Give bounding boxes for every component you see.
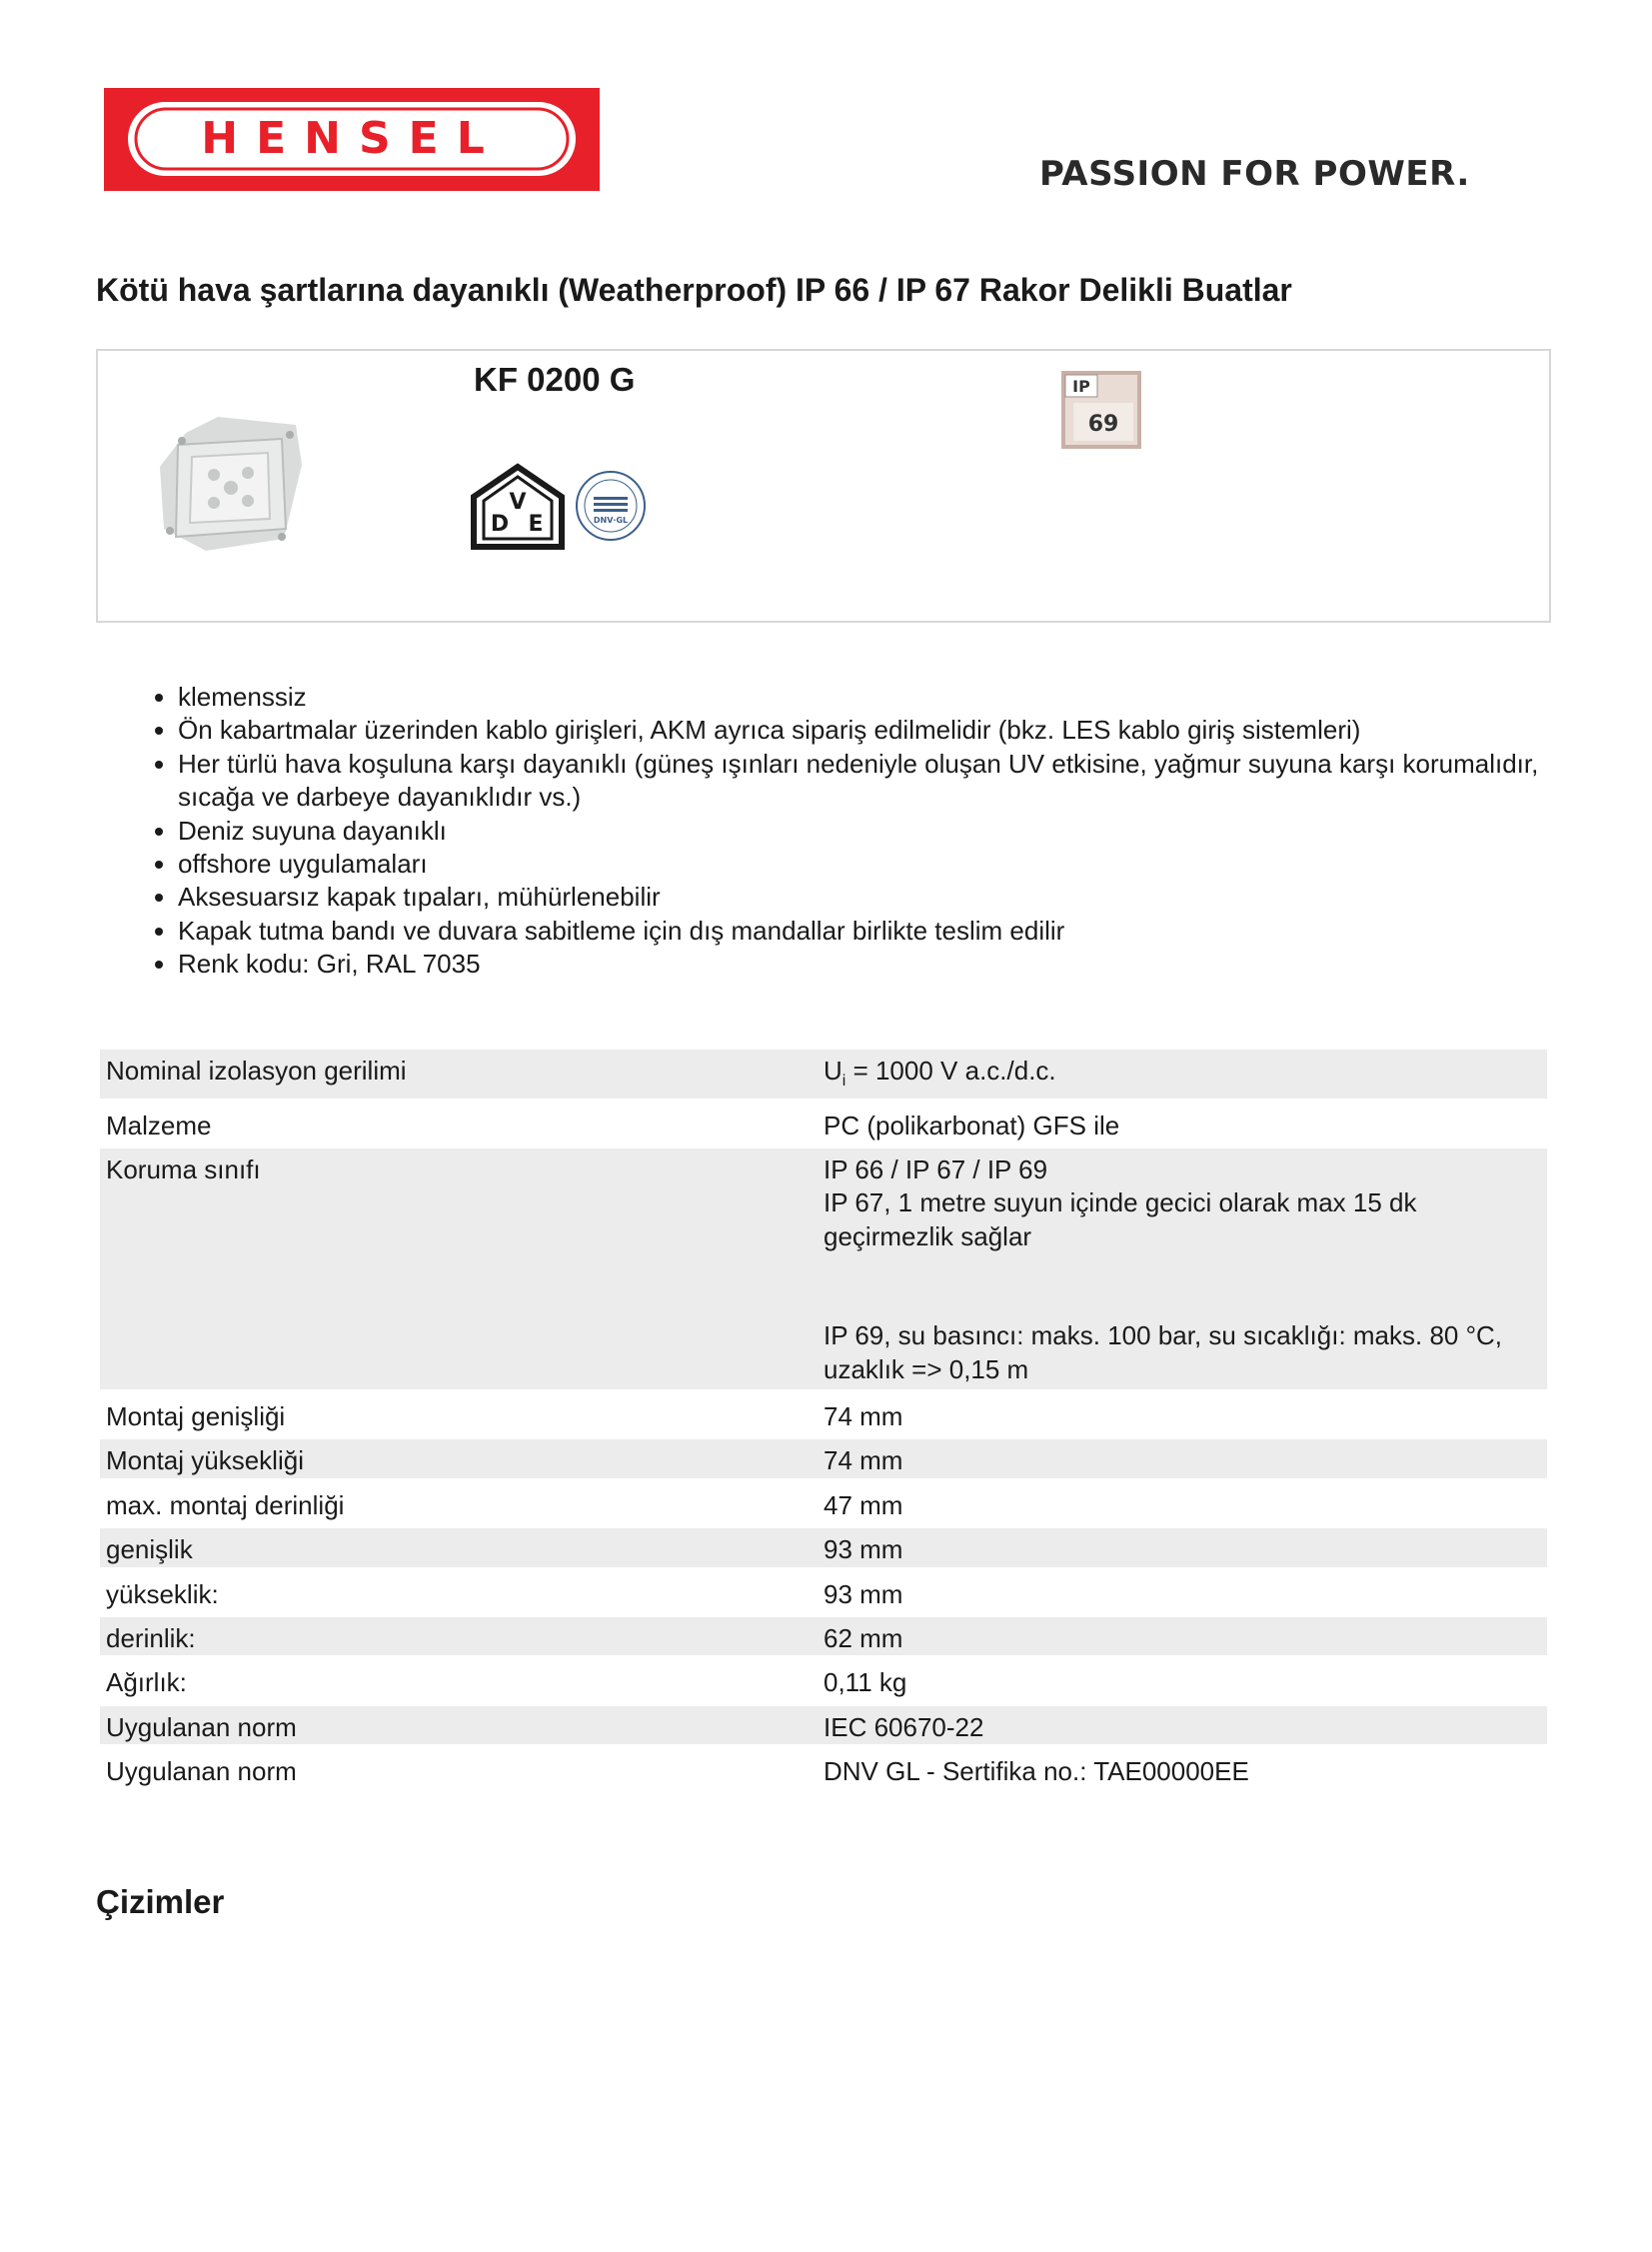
spec-label: genişlik [100,1528,818,1572]
table-row [100,1484,1547,1528]
list-item: • Renk kodu: Gri, RAL 7035 [178,948,1587,981]
table-row [100,1395,1547,1439]
vde-certification-icon [470,463,566,556]
spec-value: DNV GL - Sertifika no.: TAE00000EE [818,1750,1547,1794]
spec-value: 0,11 kg [818,1661,1547,1705]
spec-value: 47 mm [818,1484,1547,1528]
table-row [100,1148,1547,1395]
spec-value: 74 mm [818,1395,1547,1439]
product-code: KF 0200 G [474,361,636,398]
table-row [100,1050,1547,1105]
logo-text: HENSEL [201,113,503,164]
spec-label: Uygulanan norm [100,1750,818,1794]
spec-value: 74 mm [818,1439,1547,1483]
table-row [100,1706,1547,1750]
spec-value: 62 mm [818,1617,1547,1661]
spec-value: $U_i = 1000$ V a.c./d.c. [818,1050,1547,1105]
spec-label: yükseklik: [100,1573,818,1617]
spec-label: derinlik: [100,1617,818,1661]
list-item: • Kapak tutma bandı ve duvara sabitleme için dış mandallar birlikte teslim edilir [178,915,1587,948]
ip-badge-value: 69 [1087,412,1119,437]
svg-text:V: V [509,490,527,515]
table-row [100,1750,1547,1794]
feature-list [120,681,1587,982]
ip-badge-label: IP [1072,377,1090,396]
page-title: Kötü hava şartlarına dayanıklı (Weatherproof) IP 66 / IP 67 Rakor Delikli Buatlar [96,272,1292,308]
table-row [100,1439,1547,1483]
list-item: • Aksesuarsız kapak tıpaları, mühürlenebilir [178,881,1587,914]
list-item: • Deniz suyuna dayanıklı [178,815,1587,848]
spec-label: Montaj genişliği [100,1395,818,1439]
table-row [100,1105,1547,1148]
spec-label: Ağırlık: [100,1661,818,1705]
table-row [100,1617,1547,1661]
list-item: • Her türlü hava koşuluna karşı dayanıklı (güneş ışınları nedeniyle oluşan UV etkisine, yağmur suyuna karşı korumalıdır, sıcağa ve darbeye dayanıklıdır vs.) [178,748,1587,815]
product-card [96,349,1551,623]
spec-value: 93 mm [818,1528,1547,1572]
svg-text:D: D [490,512,510,537]
spec-label: max. montaj derinliği [100,1484,818,1528]
list-item: • Ön kabartmalar üzerinden kablo girişleri, AKM ayrıca sipariş edilmelidir (bkz. LES kablo giriş sistemleri) [178,714,1587,747]
list-item: • klemenssiz [178,681,1587,714]
table-row [100,1528,1547,1572]
table-row [100,1573,1547,1617]
product-photo [156,411,304,562]
spec-value: IEC 60670-22 [818,1706,1547,1750]
spec-label: Malzeme [100,1105,818,1148]
list-item: • offshore uygulamaları [178,848,1587,881]
ip69-badge-icon [1059,369,1143,456]
spec-label: Uygulanan norm [100,1706,818,1750]
spec-value: PC (polikarbonat) GFS ile [818,1105,1547,1148]
svg-text:E: E [528,512,544,537]
spec-value: IP 66 / IP 67 / IP 69 IP 67, 1 metre suyun içinde gecici olarak max 15 dk geçirmezlik sağlar IP 69, su basıncı: maks. 100 bar, su sıcaklığı: maks. 80 °C, uzaklık => 0,15 m [818,1148,1547,1395]
table-row [100,1661,1547,1705]
svg-text:DNV·GL: DNV·GL [593,516,629,525]
dnv-gl-certification-icon [574,469,648,548]
spec-label: Montaj yüksekliği [100,1439,818,1483]
spec-value: 93 mm [818,1573,1547,1617]
spec-label: Koruma sınıfı [100,1148,818,1395]
spec-label: Nominal izolasyon gerilimi [100,1050,818,1105]
section-heading-drawings: Çizimler [96,1883,225,1920]
tagline: PASSION FOR POWER. [1039,154,1470,194]
hensel-logo [104,88,600,191]
spec-table [100,1050,1547,1795]
